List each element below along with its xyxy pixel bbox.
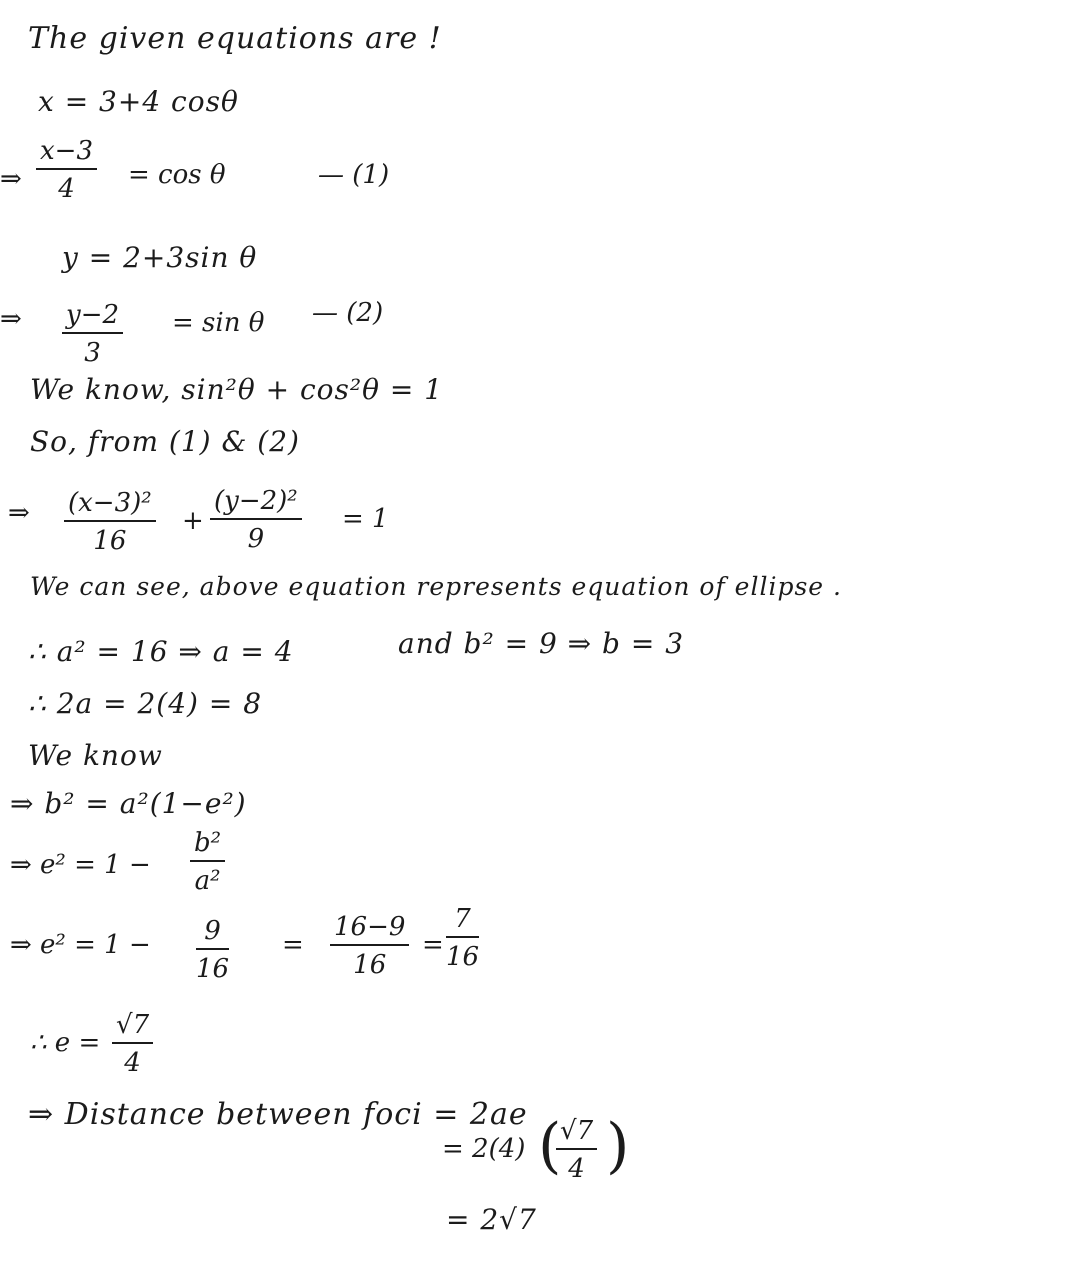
identity-line: We know, sin²θ + cos²θ = 1: [30, 373, 444, 406]
fraction-x-term: [64, 490, 156, 554]
b-squared-line: and b² = 9 ⇒ b = 3: [398, 627, 685, 660]
equation-tag-1: — (1): [318, 160, 390, 190]
fraction-denominator: 4: [124, 1048, 141, 1078]
final-answer: = 2√7: [446, 1203, 537, 1236]
fraction-y-term: [210, 488, 302, 552]
equals-sign: =: [282, 930, 304, 960]
fraction-numerator: 9: [196, 918, 229, 950]
fraction-numerator: b²: [190, 830, 225, 862]
substitution-lhs: = 2(4): [442, 1134, 526, 1164]
fraction-numerator: y−2: [62, 302, 123, 334]
heading: The given equations are !: [28, 21, 442, 56]
eccentricity-relation: ⇒ b² = a²(1−e²): [10, 787, 247, 820]
implies-arrow: ⇒: [0, 164, 22, 194]
e-squared-lhs: ⇒ e² = 1 −: [10, 930, 151, 960]
fraction-denominator: 9: [247, 524, 265, 554]
fraction-root7-over-4: [556, 1118, 597, 1182]
equation-tag-2: — (2): [312, 298, 384, 328]
from-1-and-2: So, from (1) & (2): [30, 425, 300, 458]
equals-one: = 1: [342, 504, 389, 534]
implies-arrow: ⇒: [8, 498, 30, 528]
fraction-numerator: (x−3)²: [64, 490, 156, 522]
fraction-b2-over-a2: [190, 830, 225, 894]
ellipse-statement: We can see, above equation represents equation of ellipse .: [30, 572, 842, 601]
fraction-denominator: 4: [568, 1154, 585, 1184]
equation-x: x = 3+4 cosθ: [38, 85, 239, 118]
equals-sin-theta: = sin θ: [172, 308, 265, 338]
e-squared-lhs: ⇒ e² = 1 −: [10, 850, 151, 880]
implies-arrow: ⇒: [0, 304, 22, 334]
fraction-numerator: 16−9: [330, 914, 409, 946]
fraction-numerator: (y−2)²: [210, 488, 302, 520]
fraction-y-minus-2-over-3: [62, 302, 123, 366]
fraction-x-minus-3-over-4: [36, 138, 97, 202]
fraction-denominator: 4: [58, 174, 75, 204]
fraction-7-over-16: [446, 906, 479, 970]
fraction-denominator: 16: [353, 950, 387, 980]
equals-cos-theta: = cos θ: [128, 160, 226, 190]
a-squared-line: ∴ a² = 16 ⇒ a = 4: [28, 635, 294, 668]
fraction-numerator: 7: [446, 906, 479, 938]
we-know-line: We know: [28, 739, 163, 772]
fraction-numerator: √7: [556, 1118, 597, 1150]
plus-sign: +: [182, 506, 204, 536]
fraction-denominator: 16: [446, 942, 480, 972]
fraction-root7-over-4: [112, 1012, 153, 1076]
open-paren-glyph: (: [538, 1111, 562, 1181]
equation-y: y = 2+3sin θ: [62, 241, 258, 274]
fraction-9-over-16: [196, 918, 229, 982]
fraction-denominator: 16: [196, 954, 230, 984]
equals-sign: =: [422, 930, 444, 960]
fraction-denominator: 3: [84, 338, 101, 368]
fraction-16-minus-9-over-16: [330, 914, 409, 978]
fraction-numerator: x−3: [36, 138, 97, 170]
distance-between-foci: ⇒ Distance between foci = 2ae: [28, 1097, 528, 1132]
fraction-denominator: a²: [194, 866, 221, 896]
fraction-numerator: √7: [112, 1012, 153, 1044]
fraction-denominator: 16: [93, 526, 127, 556]
close-paren-glyph: ): [606, 1111, 630, 1181]
e-lhs: ∴ e =: [30, 1028, 101, 1058]
two-a-line: ∴ 2a = 2(4) = 8: [28, 687, 263, 720]
